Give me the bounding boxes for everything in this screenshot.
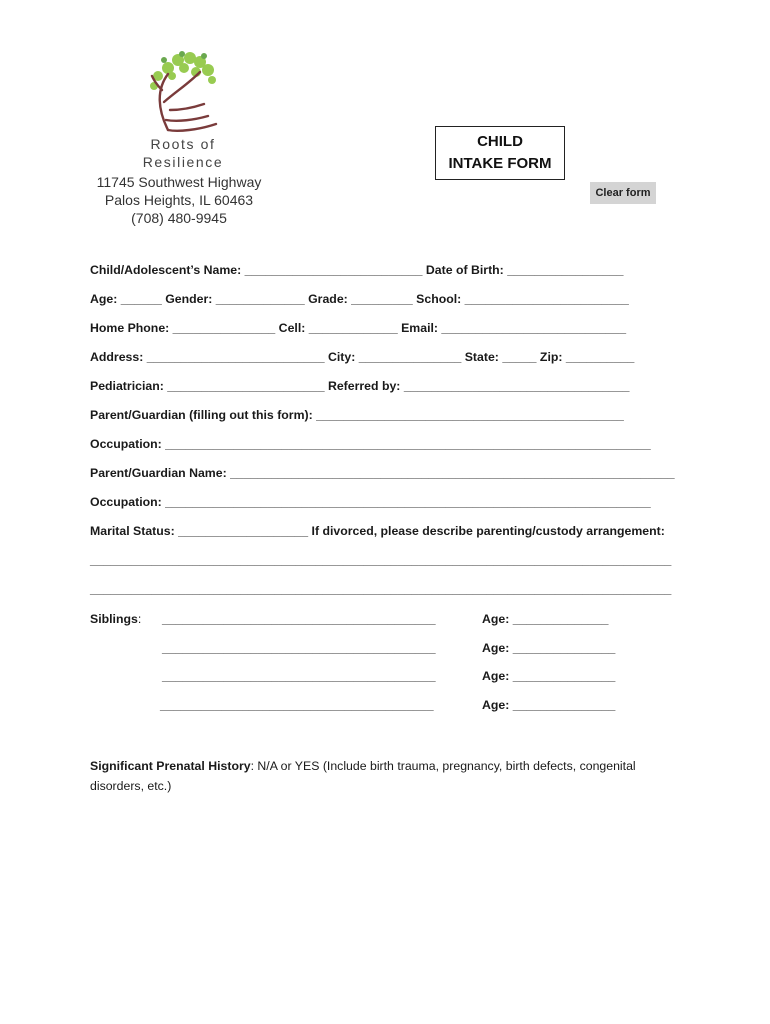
occupation-label: Occupation: — [90, 437, 166, 451]
cell-label: Cell: — [275, 321, 309, 335]
custody-blank-line-1[interactable]: _____________________________________________________________________________________ — [90, 553, 672, 567]
home-phone-field[interactable]: _______________ — [172, 321, 276, 335]
form-row-marital-status — [90, 524, 665, 538]
gender-label: Gender: — [161, 292, 216, 306]
prenatal-history-text: : N/A or YES (Include birth trauma, pregnancy, birth defects, congenital disorders, etc.) — [90, 759, 636, 793]
prenatal-history-label: Significant Prenatal History — [90, 759, 251, 773]
occupation-field-2[interactable]: _______________________________________________________________________ — [165, 495, 651, 509]
occupation-label: Occupation: — [90, 495, 166, 509]
sibling-age-label: Age: — [482, 669, 513, 683]
form-title-line-1: CHILD — [477, 133, 523, 150]
org-name-line-1: Roots of — [150, 136, 216, 152]
state-field[interactable]: _____ — [502, 350, 537, 364]
guardian-filling-field[interactable]: _____________________________________________ — [316, 408, 624, 422]
marital-status-label: Marital Status: — [90, 524, 179, 538]
sibling-name-field[interactable]: ________________________________________ — [162, 612, 436, 626]
child-name-label: Child/Adolescent’s Name: — [90, 263, 245, 277]
dob-field[interactable]: _________________ — [507, 263, 624, 277]
prenatal-history — [90, 756, 670, 796]
marital-status-field[interactable]: ___________________ — [178, 524, 309, 538]
sibling-age-label: Age: — [482, 612, 513, 626]
email-label: Email: — [397, 321, 442, 335]
email-field[interactable]: ___________________________ — [441, 321, 627, 335]
referred-by-label: Referred by: — [324, 379, 404, 393]
clear-form-button[interactable]: Clear form — [590, 182, 656, 204]
sibling-age-row — [482, 669, 615, 683]
occupation-field[interactable]: _______________________________________________________________________ — [165, 437, 651, 451]
sibling-name-field[interactable]: ________________________________________ — [160, 698, 434, 712]
child-name-field[interactable]: __________________________ — [244, 263, 423, 277]
age-label: Age: — [90, 292, 121, 306]
tree-logo-icon — [138, 50, 228, 140]
form-row-pediatrician — [90, 379, 630, 393]
form-title-line-2: INTAKE FORM — [448, 155, 552, 172]
form-row-occupation-2 — [90, 495, 651, 509]
org-phone: (708) 480-9945 — [131, 210, 227, 226]
pediatrician-label: Pediatrician: — [90, 379, 168, 393]
form-row-guardian-filling — [90, 408, 624, 422]
zip-field[interactable]: __________ — [565, 350, 635, 364]
home-phone-label: Home Phone: — [90, 321, 173, 335]
form-row-address — [90, 350, 634, 364]
address-field[interactable]: __________________________ — [146, 350, 325, 364]
guardian-name-field[interactable]: _________________________________________________________________ — [230, 466, 675, 480]
dob-label: Date of Birth: — [422, 263, 508, 277]
sibling-age-field[interactable]: _______________ — [512, 641, 616, 655]
form-row-guardian-name — [90, 466, 675, 480]
school-label: School: — [412, 292, 465, 306]
org-address: 11745 Southwest Highway — [96, 174, 262, 190]
pediatrician-field[interactable]: _______________________ — [167, 379, 325, 393]
form-row-phones-email — [90, 321, 626, 335]
gender-field[interactable]: _____________ — [215, 292, 305, 306]
siblings-label: Siblings: — [90, 612, 142, 626]
sibling-age-label: Age: — [482, 698, 513, 712]
divorce-prompt: If divorced, please describe parenting/custody arrangement: — [308, 524, 665, 538]
age-field[interactable]: ______ — [120, 292, 162, 306]
sibling-age-row — [482, 641, 615, 655]
school-field[interactable]: ________________________ — [464, 292, 629, 306]
cell-field[interactable]: _____________ — [308, 321, 398, 335]
grade-label: Grade: — [304, 292, 352, 306]
custody-blank-line-2[interactable]: _____________________________________________________________________________________ — [90, 582, 672, 596]
guardian-name-label: Parent/Guardian Name: — [90, 466, 231, 480]
grade-field[interactable]: _________ — [351, 292, 413, 306]
guardian-filling-label: Parent/Guardian (filling out this form): — [90, 408, 317, 422]
form-row-age-gender-grade-school — [90, 292, 629, 306]
state-label: State: — [461, 350, 503, 364]
city-label: City: — [324, 350, 359, 364]
org-city: Palos Heights, IL 60463 — [104, 192, 254, 208]
address-label: Address: — [90, 350, 147, 364]
sibling-name-field[interactable]: ________________________________________ — [162, 669, 436, 683]
sibling-age-label: Age: — [482, 641, 513, 655]
sibling-name-field[interactable]: ________________________________________ — [162, 641, 436, 655]
sibling-age-field[interactable]: _______________ — [512, 698, 616, 712]
sibling-age-row — [482, 612, 609, 626]
referred-by-field[interactable]: _________________________________ — [403, 379, 630, 393]
form-row-name-dob — [90, 263, 623, 277]
city-field[interactable]: _______________ — [358, 350, 462, 364]
form-row-occupation-1 — [90, 437, 651, 451]
sibling-age-row — [482, 698, 615, 712]
sibling-age-field[interactable]: ______________ — [512, 612, 609, 626]
sibling-age-field[interactable]: _______________ — [512, 669, 616, 683]
org-name-line-2: Resilience — [142, 154, 224, 170]
zip-label: Zip: — [536, 350, 566, 364]
form-title-box — [435, 126, 565, 180]
